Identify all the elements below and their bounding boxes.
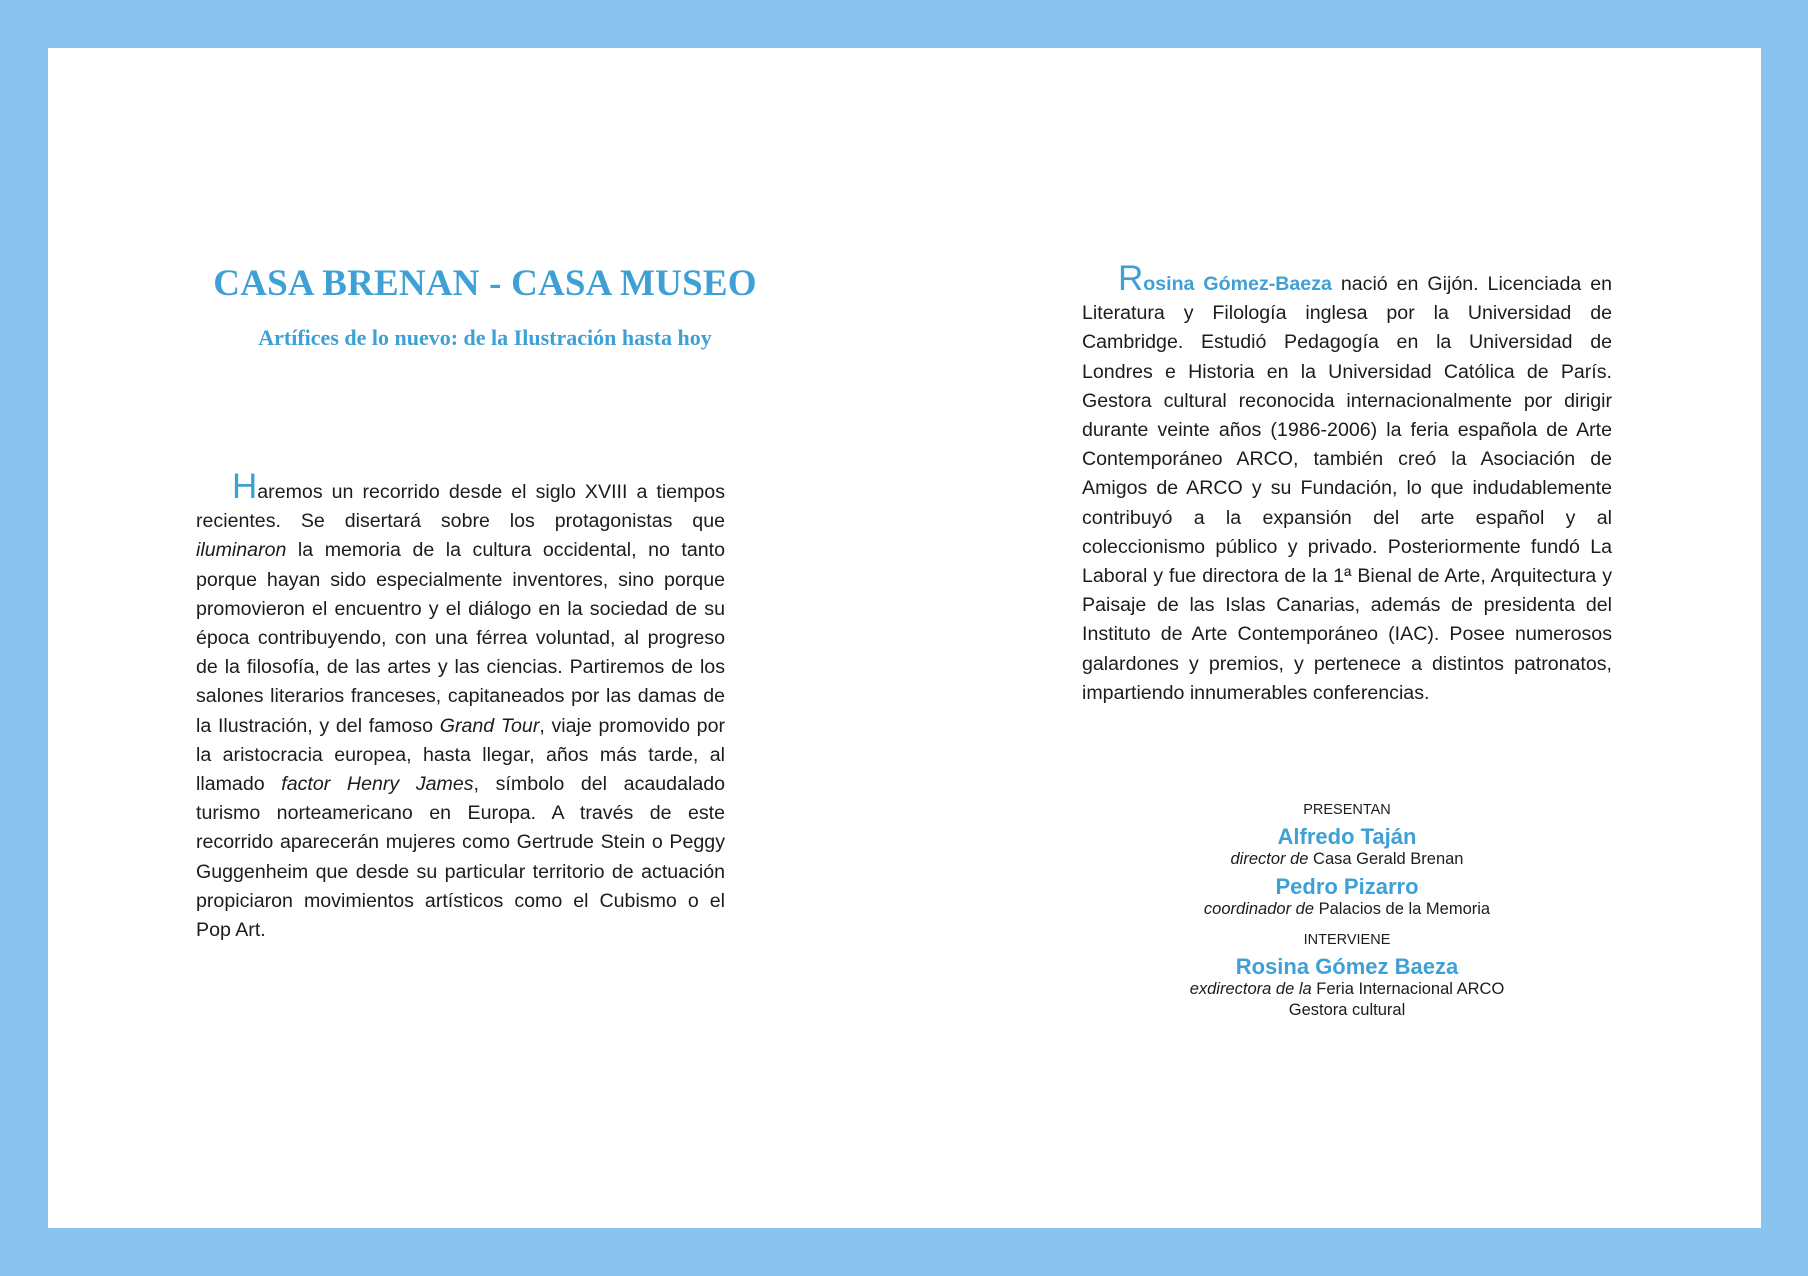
speaker-role	[1082, 979, 1612, 1000]
page-title: CASA BRENAN - CASA MUSEO	[213, 263, 757, 304]
role-italic: coordinador de	[1203, 900, 1314, 918]
text-run: , viaje promovido por la aristocracia europea, hasta llegar, años más tarde, al llamado	[196, 714, 726, 796]
role-rest: Feria Internacional ARCO	[1311, 980, 1505, 998]
speaker-name: Rosina Gómez Baeza	[1235, 954, 1459, 979]
interviene-heading: INTERVIENE	[1303, 932, 1391, 948]
presenter-role	[1082, 899, 1612, 920]
italic-text: iluminaron	[196, 539, 287, 562]
role-italic: exdirectora de la	[1189, 980, 1312, 998]
italic-text: Grand Tour	[439, 714, 540, 737]
role-rest: Casa Gerald Brenan	[1308, 850, 1464, 868]
bio-name	[1118, 259, 1332, 298]
event-description	[196, 467, 726, 945]
presenter-role	[1082, 849, 1612, 870]
role-italic: director de	[1230, 850, 1309, 868]
text-run: la memoria de la cultura occidental, no tanto porque hayan sido especialmente inventores, sino porque promovieron el encuentro y el diálogo en la sociedad de su época contribuyendo, con una férrea voluntad, al progreso de la filosofía, de las artes y las ciencias. Partiremos de los salones literarios franceses, capitaneados por las damas de la Ilustración, y del famoso	[196, 539, 725, 737]
presenter-name: Alfredo Taján	[1277, 824, 1417, 849]
speaker-biography	[1082, 259, 1612, 708]
page-subtitle: Artífices de lo nuevo: de la Ilustración hasta hoy	[258, 325, 712, 350]
text-run: aremos un recorrido desde el siglo XVIII a tiempos recientes. Se disertará sobre los protagonistas que	[196, 481, 725, 533]
document-page	[48, 48, 1761, 1228]
drop-cap: R	[1118, 259, 1144, 298]
spacer	[1082, 920, 1612, 930]
drop-cap: H	[232, 467, 258, 506]
presenter-name: Pedro Pizarro	[1275, 874, 1419, 899]
speaker-role-line2: Gestora cultural	[1288, 1001, 1406, 1019]
italic-text: factor Henry James	[281, 773, 474, 796]
presentan-heading: PRESENTAN	[1303, 802, 1391, 818]
role-rest: Palacios de la Memoria	[1314, 900, 1491, 918]
bio-name-rest: osina Gómez-Baeza	[1143, 273, 1332, 295]
credits-block	[1082, 800, 1612, 1021]
text-run: , símbolo del acaudalado turismo norteamericano en Europa. A través de este recorrido aparecerán mujeres como Gertrude Stein o Peggy Guggenheim que desde su particular territorio de actuación propiciaron movimientos artísticos como el Cubismo o el Pop Art.	[196, 773, 726, 942]
bio-text: nació en Gijón. Licenciada en Literatura y Filología inglesa por la Universidad de Cambridge. Estudió Pedagogía en la Universidad de Londres e Historia en la Universidad Católica de París. Gestora cultural reconocida internacionalmente por dirigir durante veinte años (1986-2006) la feria española de Arte Contemporáneo ARCO, también creó la Asociación de Amigos de ARCO y su Fundación, lo que indudablemente contribuyó a la expansión del arte español y al coleccionismo público y privado. Posteriormente fundó La Laboral y fue directora de la 1ª Bienal de Arte, Arquitectura y Paisaje de las Islas Canarias, además de presidenta del Instituto de Arte Contemporáneo (IAC). Posee numerosos galardones y premios, y pertenece a distintos patronatos, impartiendo innumerables conferencias.	[1082, 273, 1612, 704]
